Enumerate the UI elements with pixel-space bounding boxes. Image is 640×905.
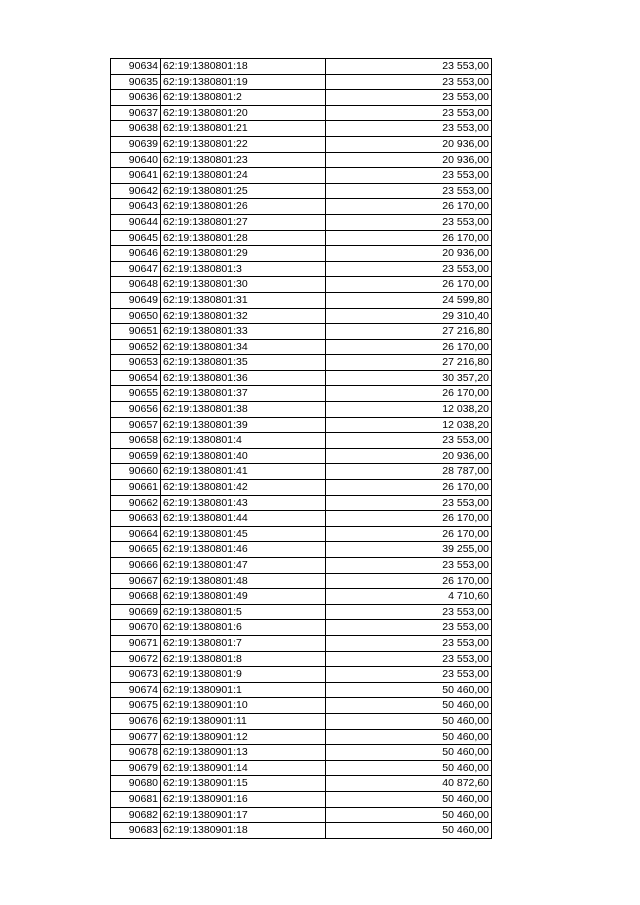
table-row	[111, 90, 492, 106]
table-row	[111, 214, 492, 230]
value-cell: 26 170,00	[326, 526, 492, 542]
row-number-cell: 90659	[111, 448, 161, 464]
row-number-cell: 90637	[111, 105, 161, 121]
table-row	[111, 776, 492, 792]
value-cell: 12 038,20	[326, 402, 492, 418]
row-number-cell: 90646	[111, 246, 161, 262]
cadastral-number-cell: 62:19:1380801:21	[161, 121, 326, 137]
cadastral-number-cell: 62:19:1380801:26	[161, 199, 326, 215]
row-number-cell: 90682	[111, 807, 161, 823]
row-number-cell: 90672	[111, 651, 161, 667]
cadastral-number-cell: 62:19:1380801:19	[161, 74, 326, 90]
table-row	[111, 308, 492, 324]
row-number-cell: 90678	[111, 745, 161, 761]
cadastral-number-cell: 62:19:1380801:40	[161, 448, 326, 464]
value-cell: 23 553,00	[326, 105, 492, 121]
table-row	[111, 729, 492, 745]
table-row	[111, 261, 492, 277]
value-cell: 20 936,00	[326, 246, 492, 262]
table-row	[111, 573, 492, 589]
table-row	[111, 355, 492, 371]
value-cell: 23 553,00	[326, 74, 492, 90]
value-cell: 50 460,00	[326, 760, 492, 776]
cadastral-number-cell: 62:19:1380801:41	[161, 464, 326, 480]
table-row	[111, 620, 492, 636]
table-row	[111, 59, 492, 75]
table-row	[111, 386, 492, 402]
cadastral-number-cell: 62:19:1380801:42	[161, 480, 326, 496]
row-number-cell: 90669	[111, 604, 161, 620]
table-row	[111, 105, 492, 121]
value-cell: 40 872,60	[326, 776, 492, 792]
cadastral-number-cell: 62:19:1380901:18	[161, 823, 326, 839]
cadastral-number-cell: 62:19:1380801:37	[161, 386, 326, 402]
value-cell: 39 255,00	[326, 542, 492, 558]
row-number-cell: 90663	[111, 511, 161, 527]
table-row	[111, 433, 492, 449]
row-number-cell: 90661	[111, 480, 161, 496]
row-number-cell: 90649	[111, 292, 161, 308]
table-row	[111, 292, 492, 308]
cadastral-number-cell: 62:19:1380801:5	[161, 604, 326, 620]
table-row	[111, 760, 492, 776]
cadastral-number-cell: 62:19:1380901:11	[161, 713, 326, 729]
row-number-cell: 90667	[111, 573, 161, 589]
cadastral-number-cell: 62:19:1380801:4	[161, 433, 326, 449]
value-cell: 27 216,80	[326, 355, 492, 371]
table-row	[111, 807, 492, 823]
value-cell: 23 553,00	[326, 433, 492, 449]
cadastral-number-cell: 62:19:1380801:20	[161, 105, 326, 121]
table-row	[111, 635, 492, 651]
value-cell: 23 553,00	[326, 121, 492, 137]
cadastral-number-cell: 62:19:1380801:46	[161, 542, 326, 558]
cadastral-number-cell: 62:19:1380901:15	[161, 776, 326, 792]
row-number-cell: 90648	[111, 277, 161, 293]
value-cell: 20 936,00	[326, 136, 492, 152]
value-cell: 26 170,00	[326, 480, 492, 496]
row-number-cell: 90675	[111, 698, 161, 714]
value-cell: 24 599,80	[326, 292, 492, 308]
value-cell: 23 553,00	[326, 667, 492, 683]
table-row	[111, 402, 492, 418]
cadastral-number-cell: 62:19:1380801:34	[161, 339, 326, 355]
cadastral-number-cell: 62:19:1380801:3	[161, 261, 326, 277]
value-cell: 23 553,00	[326, 495, 492, 511]
table-row	[111, 183, 492, 199]
value-cell: 26 170,00	[326, 573, 492, 589]
row-number-cell: 90681	[111, 791, 161, 807]
value-cell: 50 460,00	[326, 807, 492, 823]
value-cell: 23 553,00	[326, 651, 492, 667]
value-cell: 12 038,20	[326, 417, 492, 433]
row-number-cell: 90647	[111, 261, 161, 277]
cadastral-number-cell: 62:19:1380801:43	[161, 495, 326, 511]
value-cell: 20 936,00	[326, 152, 492, 168]
cadastral-number-cell: 62:19:1380901:17	[161, 807, 326, 823]
value-cell: 26 170,00	[326, 511, 492, 527]
table-row	[111, 168, 492, 184]
cadastral-number-cell: 62:19:1380801:45	[161, 526, 326, 542]
table-row	[111, 230, 492, 246]
cadastral-number-cell: 62:19:1380801:28	[161, 230, 326, 246]
row-number-cell: 90676	[111, 713, 161, 729]
cadastral-number-cell: 62:19:1380801:31	[161, 292, 326, 308]
table-row	[111, 542, 492, 558]
cadastral-number-cell: 62:19:1380801:38	[161, 402, 326, 418]
table-row	[111, 277, 492, 293]
row-number-cell: 90652	[111, 339, 161, 355]
table-row	[111, 511, 492, 527]
table-body	[111, 59, 492, 839]
value-cell: 23 553,00	[326, 261, 492, 277]
value-cell: 23 553,00	[326, 214, 492, 230]
cadastral-number-cell: 62:19:1380801:36	[161, 370, 326, 386]
table-row	[111, 152, 492, 168]
row-number-cell: 90670	[111, 620, 161, 636]
cadastral-number-cell: 62:19:1380801:49	[161, 589, 326, 605]
cadastral-number-cell: 62:19:1380801:6	[161, 620, 326, 636]
row-number-cell: 90636	[111, 90, 161, 106]
cadastral-number-cell: 62:19:1380801:29	[161, 246, 326, 262]
value-cell: 23 553,00	[326, 183, 492, 199]
value-cell: 50 460,00	[326, 791, 492, 807]
table-row	[111, 246, 492, 262]
cadastral-number-cell: 62:19:1380801:23	[161, 152, 326, 168]
value-cell: 50 460,00	[326, 698, 492, 714]
table-row	[111, 651, 492, 667]
cadastral-number-cell: 62:19:1380901:16	[161, 791, 326, 807]
cadastral-number-cell: 62:19:1380901:14	[161, 760, 326, 776]
row-number-cell: 90641	[111, 168, 161, 184]
value-cell: 26 170,00	[326, 277, 492, 293]
row-number-cell: 90655	[111, 386, 161, 402]
row-number-cell: 90683	[111, 823, 161, 839]
value-cell: 23 553,00	[326, 620, 492, 636]
cadastral-number-cell: 62:19:1380801:2	[161, 90, 326, 106]
row-number-cell: 90668	[111, 589, 161, 605]
cadastral-number-cell: 62:19:1380801:22	[161, 136, 326, 152]
table-row	[111, 698, 492, 714]
cadastral-number-cell: 62:19:1380801:47	[161, 558, 326, 574]
cadastral-number-cell: 62:19:1380801:8	[161, 651, 326, 667]
cadastral-number-cell: 62:19:1380901:13	[161, 745, 326, 761]
row-number-cell: 90644	[111, 214, 161, 230]
value-cell: 26 170,00	[326, 230, 492, 246]
value-cell: 23 553,00	[326, 604, 492, 620]
table-row	[111, 464, 492, 480]
value-cell: 29 310,40	[326, 308, 492, 324]
cadastral-number-cell: 62:19:1380801:39	[161, 417, 326, 433]
table-row	[111, 558, 492, 574]
row-number-cell: 90658	[111, 433, 161, 449]
value-cell: 23 553,00	[326, 635, 492, 651]
row-number-cell: 90666	[111, 558, 161, 574]
table-row	[111, 682, 492, 698]
row-number-cell: 90657	[111, 417, 161, 433]
table-row	[111, 370, 492, 386]
value-cell: 50 460,00	[326, 713, 492, 729]
table-row	[111, 589, 492, 605]
value-cell: 26 170,00	[326, 199, 492, 215]
row-number-cell: 90638	[111, 121, 161, 137]
table-row	[111, 823, 492, 839]
row-number-cell: 90654	[111, 370, 161, 386]
row-number-cell: 90674	[111, 682, 161, 698]
row-number-cell: 90653	[111, 355, 161, 371]
value-cell: 28 787,00	[326, 464, 492, 480]
row-number-cell: 90635	[111, 74, 161, 90]
cadastral-number-cell: 62:19:1380801:9	[161, 667, 326, 683]
cadastral-value-table	[110, 58, 492, 839]
row-number-cell: 90639	[111, 136, 161, 152]
value-cell: 27 216,80	[326, 324, 492, 340]
cadastral-number-cell: 62:19:1380901:12	[161, 729, 326, 745]
cadastral-number-cell: 62:19:1380901:1	[161, 682, 326, 698]
table-row	[111, 480, 492, 496]
value-cell: 26 170,00	[326, 386, 492, 402]
value-cell: 50 460,00	[326, 729, 492, 745]
table-row	[111, 667, 492, 683]
table-row	[111, 526, 492, 542]
cadastral-number-cell: 62:19:1380801:44	[161, 511, 326, 527]
cadastral-number-cell: 62:19:1380901:10	[161, 698, 326, 714]
value-cell: 30 357,20	[326, 370, 492, 386]
row-number-cell: 90673	[111, 667, 161, 683]
cadastral-number-cell: 62:19:1380801:24	[161, 168, 326, 184]
cadastral-number-cell: 62:19:1380801:25	[161, 183, 326, 199]
row-number-cell: 90643	[111, 199, 161, 215]
table-row	[111, 745, 492, 761]
row-number-cell: 90651	[111, 324, 161, 340]
row-number-cell: 90680	[111, 776, 161, 792]
table-row	[111, 121, 492, 137]
row-number-cell: 90640	[111, 152, 161, 168]
value-cell: 4 710,60	[326, 589, 492, 605]
cadastral-number-cell: 62:19:1380801:32	[161, 308, 326, 324]
table-row	[111, 136, 492, 152]
cadastral-number-cell: 62:19:1380801:30	[161, 277, 326, 293]
table-row	[111, 199, 492, 215]
cadastral-number-cell: 62:19:1380801:7	[161, 635, 326, 651]
row-number-cell: 90645	[111, 230, 161, 246]
row-number-cell: 90642	[111, 183, 161, 199]
cadastral-number-cell: 62:19:1380801:35	[161, 355, 326, 371]
value-cell: 23 553,00	[326, 59, 492, 75]
table-row	[111, 448, 492, 464]
value-cell: 50 460,00	[326, 823, 492, 839]
table-row	[111, 339, 492, 355]
row-number-cell: 90650	[111, 308, 161, 324]
value-cell: 23 553,00	[326, 168, 492, 184]
row-number-cell: 90660	[111, 464, 161, 480]
row-number-cell: 90679	[111, 760, 161, 776]
value-cell: 20 936,00	[326, 448, 492, 464]
value-cell: 23 553,00	[326, 558, 492, 574]
value-cell: 50 460,00	[326, 745, 492, 761]
table-row	[111, 74, 492, 90]
row-number-cell: 90677	[111, 729, 161, 745]
row-number-cell: 90662	[111, 495, 161, 511]
row-number-cell: 90634	[111, 59, 161, 75]
table-row	[111, 495, 492, 511]
row-number-cell: 90671	[111, 635, 161, 651]
row-number-cell: 90664	[111, 526, 161, 542]
table-row	[111, 604, 492, 620]
cadastral-number-cell: 62:19:1380801:27	[161, 214, 326, 230]
row-number-cell: 90656	[111, 402, 161, 418]
value-cell: 50 460,00	[326, 682, 492, 698]
table-row	[111, 713, 492, 729]
cadastral-number-cell: 62:19:1380801:33	[161, 324, 326, 340]
cadastral-number-cell: 62:19:1380801:18	[161, 59, 326, 75]
value-cell: 23 553,00	[326, 90, 492, 106]
row-number-cell: 90665	[111, 542, 161, 558]
cadastral-number-cell: 62:19:1380801:48	[161, 573, 326, 589]
table-row	[111, 791, 492, 807]
value-cell: 26 170,00	[326, 339, 492, 355]
table-row	[111, 324, 492, 340]
table-row	[111, 417, 492, 433]
